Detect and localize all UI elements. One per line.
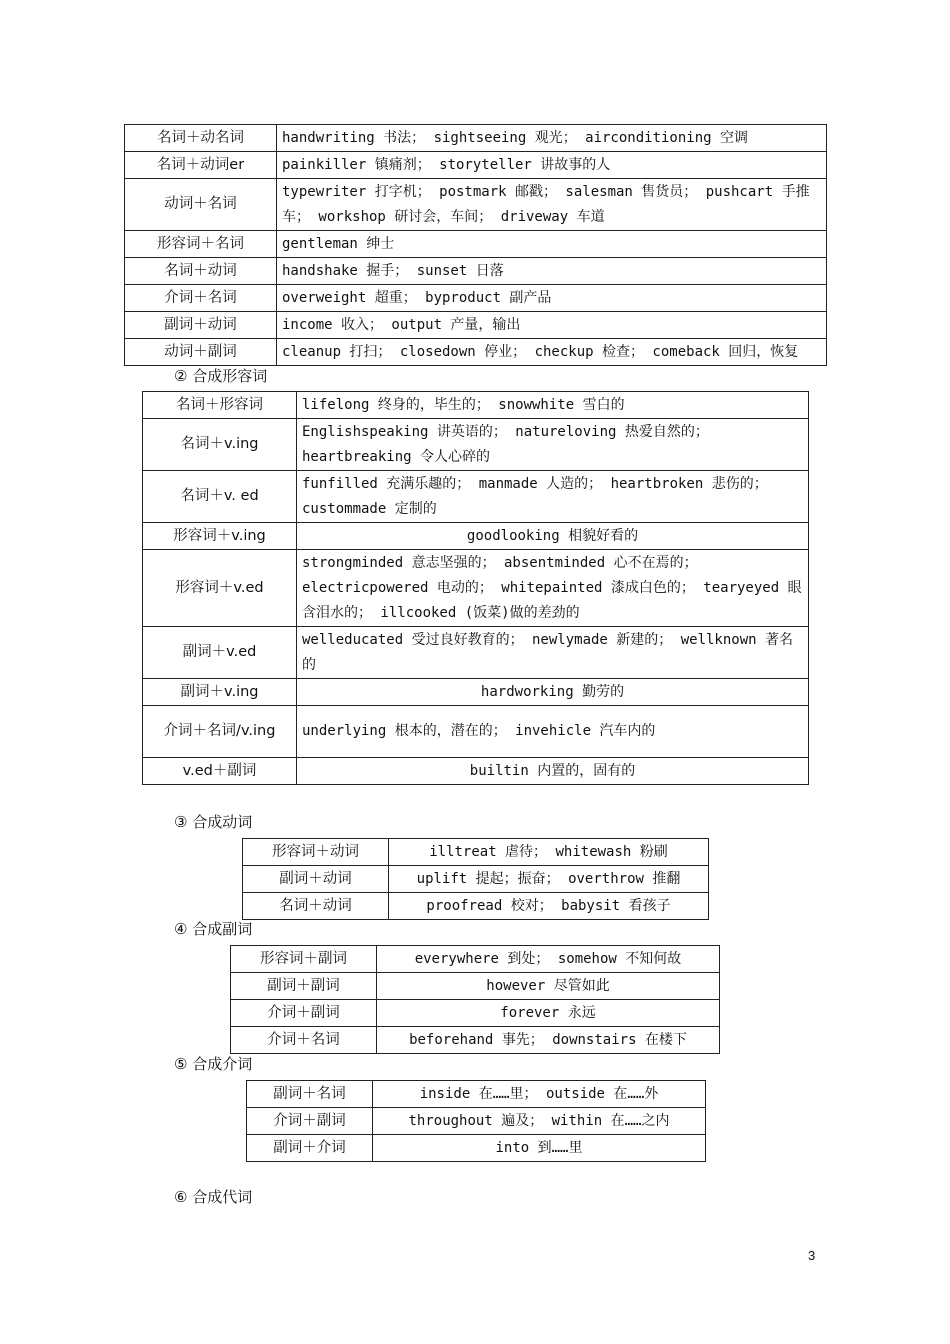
example-cell: uplift 提起；振奋； overthrow 推翻 — [389, 866, 709, 893]
compound-noun-table — [124, 124, 827, 366]
example-cell: welleducated 受过良好教育的； newlymade 新建的； wellknown 著名的 — [297, 627, 809, 679]
section-heading-pronouns: ⑥ 合成代词 — [174, 1188, 253, 1206]
rule-cell: 名词＋动词 — [125, 258, 277, 285]
rule-cell: 副词＋动词 — [243, 866, 389, 893]
table-row — [125, 231, 827, 258]
example-cell: lifelong 终身的，毕生的； snowwhite 雪白的 — [297, 392, 809, 419]
example-cell: inside 在……里； outside 在……外 — [373, 1081, 706, 1108]
example-cell: goodlooking 相貌好看的 — [297, 523, 809, 550]
example-cell: throughout 遍及； within 在……之内 — [373, 1108, 706, 1135]
example-cell: Englishspeaking 讲英语的； natureloving 热爱自然的； heartbreaking 令人心碎的 — [297, 419, 809, 471]
rule-cell: 副词＋副词 — [231, 973, 377, 1000]
table-row — [125, 285, 827, 312]
rule-cell: 形容词＋副词 — [231, 946, 377, 973]
table-row — [143, 419, 809, 471]
rule-cell: 介词＋名词 — [125, 285, 277, 312]
example-cell: typewriter 打字机； postmark 邮戳； salesman 售货员； pushcart 手推车； workshop 研讨会，车间； driveway 车道 — [277, 179, 827, 231]
rule-cell: 介词＋名词 — [231, 1027, 377, 1054]
table-row — [125, 258, 827, 285]
rule-cell: 名词＋动名词 — [125, 125, 277, 152]
rule-cell: 形容词＋名词 — [125, 231, 277, 258]
example-cell: builtin 内置的，固有的 — [297, 758, 809, 785]
table-row — [247, 1108, 706, 1135]
table-row — [243, 839, 709, 866]
rule-cell: 动词＋名词 — [125, 179, 277, 231]
table-row — [125, 339, 827, 366]
example-cell: handwriting 书法； sightseeing 观光； airconditioning 空调 — [277, 125, 827, 152]
table-row — [143, 758, 809, 785]
example-cell: funfilled 充满乐趣的； manmade 人造的； heartbroken 悲伤的； custommade 定制的 — [297, 471, 809, 523]
compound-adverb-table — [230, 945, 720, 1054]
example-cell: strongminded 意志坚强的； absentminded 心不在焉的； electricpowered 电动的； whitepainted 漆成白色的； tearyeyed 眼含泪水的； illcooked (饭菜)做的差劲的 — [297, 550, 809, 627]
rule-cell: 动词＋副词 — [125, 339, 277, 366]
example-cell: forever 永远 — [377, 1000, 720, 1027]
rule-cell: 副词＋动词 — [125, 312, 277, 339]
compound-adjective-table — [142, 391, 809, 785]
rule-cell: 名词＋动词 — [243, 893, 389, 920]
compound-verb-table — [242, 838, 709, 920]
rule-cell: 名词＋v. ed — [143, 471, 297, 523]
compound-preposition-table — [246, 1080, 706, 1162]
table-row — [143, 471, 809, 523]
example-cell: overweight 超重； byproduct 副产品 — [277, 285, 827, 312]
table-row — [243, 866, 709, 893]
table-row — [247, 1081, 706, 1108]
rule-cell: 介词＋名词/v.ing — [143, 706, 297, 758]
section-heading-adjectives: ② 合成形容词 — [174, 367, 268, 385]
table-row — [143, 392, 809, 419]
table-row — [143, 679, 809, 706]
table-row — [231, 1000, 720, 1027]
table-row — [231, 946, 720, 973]
example-cell: proofread 校对； babysit 看孩子 — [389, 893, 709, 920]
table-row — [143, 523, 809, 550]
rule-cell: v.ed＋副词 — [143, 758, 297, 785]
example-cell: gentleman 绅士 — [277, 231, 827, 258]
rule-cell: 副词＋介词 — [247, 1135, 373, 1162]
section-heading-prepositions: ⑤ 合成介词 — [174, 1055, 253, 1073]
table-row — [231, 973, 720, 1000]
table-row — [143, 627, 809, 679]
example-cell: however 尽管如此 — [377, 973, 720, 1000]
example-cell: beforehand 事先； downstairs 在楼下 — [377, 1027, 720, 1054]
example-cell: into 到……里 — [373, 1135, 706, 1162]
section-heading-verbs: ③ 合成动词 — [174, 813, 253, 831]
example-cell: underlying 根本的，潜在的； invehicle 汽车内的 — [297, 706, 809, 758]
table-row — [243, 893, 709, 920]
table-row — [143, 550, 809, 627]
rule-cell: 介词＋副词 — [247, 1108, 373, 1135]
example-cell: everywhere 到处； somehow 不知何故 — [377, 946, 720, 973]
example-cell: handshake 握手； sunset 日落 — [277, 258, 827, 285]
table-row — [247, 1135, 706, 1162]
rule-cell: 介词＋副词 — [231, 1000, 377, 1027]
section-heading-adverbs: ④ 合成副词 — [174, 920, 253, 938]
rule-cell: 名词＋形容词 — [143, 392, 297, 419]
example-cell: painkiller 镇痛剂； storyteller 讲故事的人 — [277, 152, 827, 179]
example-cell: illtreat 虐待； whitewash 粉刷 — [389, 839, 709, 866]
table-row — [231, 1027, 720, 1054]
rule-cell: 副词＋v.ing — [143, 679, 297, 706]
table-row — [125, 312, 827, 339]
rule-cell: 名词＋动词er — [125, 152, 277, 179]
rule-cell: 形容词＋v.ing — [143, 523, 297, 550]
table-row — [125, 179, 827, 231]
example-cell: cleanup 打扫； closedown 停业； checkup 检查； comeback 回归，恢复 — [277, 339, 827, 366]
rule-cell: 形容词＋动词 — [243, 839, 389, 866]
table-row — [125, 125, 827, 152]
rule-cell: 名词＋v.ing — [143, 419, 297, 471]
rule-cell: 形容词＋v.ed — [143, 550, 297, 627]
rule-cell: 副词＋名词 — [247, 1081, 373, 1108]
example-cell: income 收入； output 产量，输出 — [277, 312, 827, 339]
table-row — [143, 706, 809, 758]
page-number: 3 — [808, 1248, 816, 1263]
table-row — [125, 152, 827, 179]
example-cell: hardworking 勤劳的 — [297, 679, 809, 706]
rule-cell: 副词＋v.ed — [143, 627, 297, 679]
